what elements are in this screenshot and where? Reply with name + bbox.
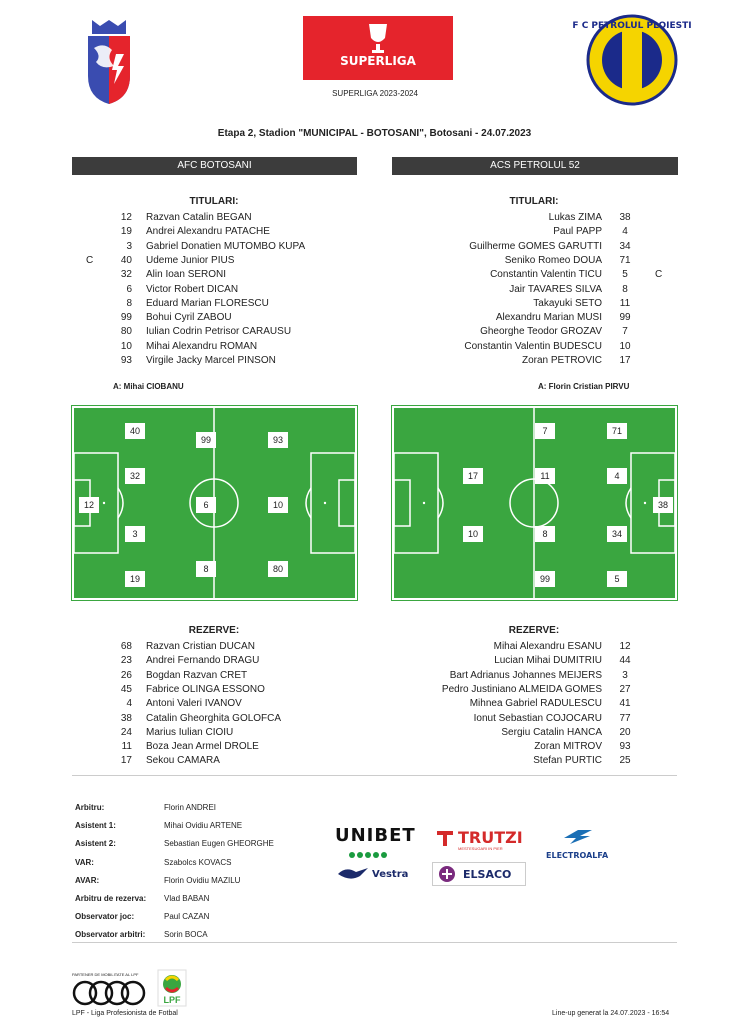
official-name: Florin ANDREI xyxy=(164,803,217,812)
home-starter-number: 40 xyxy=(120,254,132,266)
elsaco-logo: ELSACO xyxy=(463,868,512,881)
home-team-bar: AFC BOTOSANI xyxy=(72,157,357,175)
match-info: Etapa 2, Stadion "MUNICIPAL - BOTOSANI", Botosani - 24.07.2023 xyxy=(217,128,532,139)
away-starter-number: 5 xyxy=(622,269,628,281)
home-sub-number: 4 xyxy=(126,698,132,710)
home-sub-number: 45 xyxy=(120,683,132,695)
away-sub-number: 44 xyxy=(619,655,631,667)
away-sub-number: 12 xyxy=(619,641,631,652)
home-sub-name: Bogdan Razvan CRET xyxy=(146,669,248,681)
home-sub-number: 68 xyxy=(120,641,132,652)
home-starter-name: Razvan Catalin BEGAN xyxy=(146,212,252,223)
home-sub-number: 17 xyxy=(120,755,132,767)
home-pitch xyxy=(72,406,357,600)
away-sub-number: 93 xyxy=(619,741,631,753)
trutzi-tagline: MESTESUGARI IN PIER xyxy=(458,846,503,851)
vestra-logo: Vestra xyxy=(372,869,409,880)
home-sub-name: Sekou CAMARA xyxy=(146,755,220,767)
away-starter-name: Takayuki SETO xyxy=(533,297,602,309)
home-pitch-player: 40 xyxy=(125,423,145,439)
official-name: Sorin BOCA xyxy=(164,930,208,940)
official-role: Observator joc: xyxy=(75,912,135,922)
away-pitch-player: 8 xyxy=(535,526,555,542)
home-sub-number: 24 xyxy=(120,726,132,738)
away-starter-name: Zoran PETROVIC xyxy=(521,355,602,366)
home-coach: A: Mihai CIOBANU xyxy=(113,382,184,391)
away-pitch-player: 34 xyxy=(607,526,627,542)
home-starter-number: 10 xyxy=(120,340,132,352)
away-pitch-player: 4 xyxy=(607,468,627,484)
away-sub-name: Stefan PURTIC xyxy=(533,755,602,767)
home-sub-name: Andrei Fernando DRAGU xyxy=(146,655,260,667)
home-sub-name: Razvan Cristian DUCAN xyxy=(146,641,255,652)
home-starter-number: 93 xyxy=(120,355,132,366)
home-starter-number: 32 xyxy=(120,269,132,281)
home-pitch-player: 93 xyxy=(268,432,288,448)
home-starter-name: Bohui Cyril ZABOU xyxy=(146,312,232,324)
away-sub-number: 25 xyxy=(619,755,631,767)
away-sub-name: Zoran MITROV xyxy=(534,741,602,753)
away-pitch-player: 10 xyxy=(463,526,483,542)
away-sub-name: Ionut Sebastian COJOCARU xyxy=(473,712,602,724)
away-sub-name: Bart Adrianus Johannes MEIJERS xyxy=(449,669,602,681)
home-sub-number: 11 xyxy=(121,741,132,753)
home-pitch-player: 8 xyxy=(196,561,216,577)
away-starter-name: Constantin Valentin TICU xyxy=(490,269,602,281)
home-subs-title: REZERVE: xyxy=(188,625,240,636)
away-pitch xyxy=(392,406,677,600)
lpf-fullname: LPF - Liga Profesionista de Fotbal xyxy=(72,1010,178,1017)
away-sub-name: Pedro Justiniano ALMEIDA GOMES xyxy=(441,683,602,695)
home-starter-name: Alin Ioan SERONI xyxy=(146,269,227,281)
home-starter-name: Udeme Junior PIUS xyxy=(146,254,235,266)
lpf-badge-text: LPF xyxy=(163,995,181,1005)
home-sub-name: Catalin Gheorghita GOLOFCA xyxy=(146,712,282,724)
partner-label: PARTENER DE MOBILITATE AL LPF xyxy=(72,972,139,977)
away-sub-number: 77 xyxy=(619,712,631,724)
away-captain-mark: C xyxy=(655,269,663,281)
home-starter-name: Eduard Marian FLORESCU xyxy=(146,297,269,309)
away-sub-number: 3 xyxy=(622,669,628,681)
home-sub-name: Boza Jean Armel DROLE xyxy=(146,741,259,753)
away-starter-number: 11 xyxy=(619,297,631,309)
home-sub-number: 26 xyxy=(120,669,132,681)
away-subs-title: REZERVE: xyxy=(508,625,560,636)
home-pitch-player: 3 xyxy=(125,526,145,542)
away-starter-number: 17 xyxy=(619,355,631,366)
away-coach: A: Florin Cristian PIRVU xyxy=(538,382,630,391)
home-sub-name: Marius Iulian CIOIU xyxy=(146,726,234,738)
home-starter-number: 80 xyxy=(120,326,132,338)
away-starter-number: 71 xyxy=(619,254,631,266)
away-sub-number: 27 xyxy=(619,683,631,695)
away-starter-number: 7 xyxy=(622,326,628,338)
home-pitch-player: 6 xyxy=(196,497,216,513)
away-starter-number: 8 xyxy=(622,283,628,295)
official-name: Sebastian Eugen GHEORGHE xyxy=(164,839,274,849)
official-name: Florin Ovidiu MAZILU xyxy=(164,875,241,885)
home-starter-name: Victor Robert DICAN xyxy=(146,283,239,295)
superliga-logo-text: SUPERLIGA xyxy=(340,54,416,68)
generated-timestamp: Line-up generat la 24.07.2023 - 16:54 xyxy=(552,1010,670,1017)
unibet-dots xyxy=(348,846,396,864)
away-pitch-player: 5 xyxy=(607,571,627,587)
home-starter-number: 6 xyxy=(126,283,132,295)
home-starter-name: Andrei Alexandru PATACHE xyxy=(146,226,270,238)
official-role: Arbitru: xyxy=(75,803,105,812)
home-starters-title: TITULARI: xyxy=(189,196,239,207)
home-starter-name: Iulian Codrin Petrisor CARAUSU xyxy=(146,326,292,338)
divider xyxy=(72,942,677,943)
home-sub-name: Fabrice OLINGA ESSONO xyxy=(146,683,265,695)
home-captain-mark: C xyxy=(86,254,94,266)
home-starter-name: Gabriel Donatien MUTOMBO KUPA xyxy=(146,240,306,252)
elsaco-box xyxy=(432,862,526,886)
electroalfa-icon xyxy=(562,826,594,851)
away-starter-name: Constantin Valentin BUDESCU xyxy=(464,340,602,352)
elsaco-icon xyxy=(437,864,457,884)
away-sub-name: Sergiu Catalin HANCA xyxy=(501,726,602,738)
home-starter-number: 99 xyxy=(120,312,132,324)
afc-botosani-crest xyxy=(84,14,134,106)
home-pitch-player: 80 xyxy=(268,561,288,577)
away-pitch-player: 99 xyxy=(535,571,555,587)
away-pitch-player: 38 xyxy=(653,497,673,513)
home-pitch-player: 10 xyxy=(268,497,288,513)
official-role: Observator arbitri: xyxy=(75,930,146,940)
away-starter-name: Alexandru Marian MUSI xyxy=(495,312,602,324)
away-sub-name: Lucian Mihai DUMITRIU xyxy=(494,655,602,667)
home-pitch-player: 99 xyxy=(196,432,216,448)
away-starter-name: Seniko Romeo DOUA xyxy=(504,254,602,266)
away-sub-name: Mihai Alexandru ESANU xyxy=(493,641,602,652)
away-starter-name: Gheorghe Teodor GROZAV xyxy=(480,326,602,338)
away-pitch-player: 71 xyxy=(607,423,627,439)
official-name: Vlad BABAN xyxy=(164,894,210,903)
petrolul-ploiesti-crest xyxy=(572,14,692,106)
official-role: Arbitru de rezerva: xyxy=(75,894,147,903)
home-starter-number: 8 xyxy=(126,297,132,309)
away-sub-name: Mihnea Gabriel RADULESCU xyxy=(469,698,602,710)
home-pitch-player: 32 xyxy=(125,468,145,484)
trutzi-icon xyxy=(435,828,455,853)
away-pitch-player: 7 xyxy=(535,423,555,439)
home-pitch-player: 19 xyxy=(125,571,145,587)
home-pitch-player: 12 xyxy=(79,497,99,513)
official-role: Asistent 2: xyxy=(75,839,116,849)
home-starter-number: 19 xyxy=(120,226,132,238)
divider xyxy=(72,775,677,776)
home-starter-name: Virgile Jacky Marcel PINSON xyxy=(146,355,276,366)
official-role: AVAR: xyxy=(75,875,100,885)
home-starter-number: 3 xyxy=(126,240,132,252)
away-team-bar: ACS PETROLUL 52 xyxy=(392,157,678,175)
away-starter-name: Jair TAVARES SILVA xyxy=(509,283,602,295)
away-starter-number: 99 xyxy=(619,312,631,324)
away-starter-number: 38 xyxy=(619,212,631,223)
electroalfa-logo: ELECTROALFA xyxy=(546,851,609,860)
home-sub-number: 23 xyxy=(120,655,132,667)
vestra-icon xyxy=(336,866,370,887)
season-label: SUPERLIGA 2023-2024 xyxy=(332,89,418,98)
official-role: Asistent 1: xyxy=(75,821,116,831)
official-role: VAR: xyxy=(75,857,94,867)
away-pitch-player: 17 xyxy=(463,468,483,484)
away-sub-number: 41 xyxy=(619,698,631,710)
crest-text: F C PETROLUL PLOIESTI xyxy=(572,21,692,31)
away-starters-title: TITULARI: xyxy=(509,196,559,207)
away-starter-number: 34 xyxy=(619,240,631,252)
away-starter-number: 4 xyxy=(622,226,628,238)
lpf-logo xyxy=(156,968,188,1008)
away-pitch-player: 11 xyxy=(535,468,555,484)
trutzi-logo: TRUTZI xyxy=(458,828,523,847)
away-starter-number: 10 xyxy=(619,340,631,352)
home-starter-number: 12 xyxy=(120,212,132,223)
audi-logo xyxy=(71,979,149,1012)
away-starter-name: Guilherme GOMES GARUTTI xyxy=(469,240,602,252)
unibet-logo: UNIBET xyxy=(335,825,416,846)
official-name: Szabolcs KOVACS xyxy=(164,857,232,867)
superliga-logo xyxy=(303,16,453,80)
away-starter-name: Lukas ZIMA xyxy=(548,212,602,223)
home-starter-name: Mihai Alexandru ROMAN xyxy=(146,340,258,352)
official-name: Paul CAZAN xyxy=(164,912,210,922)
home-sub-number: 38 xyxy=(120,712,132,724)
away-starter-name: Paul PAPP xyxy=(553,226,602,238)
home-sub-name: Antoni Valeri IVANOV xyxy=(146,698,242,710)
official-name: Mihai Ovidiu ARTENE xyxy=(164,821,243,831)
away-sub-number: 20 xyxy=(619,726,631,738)
